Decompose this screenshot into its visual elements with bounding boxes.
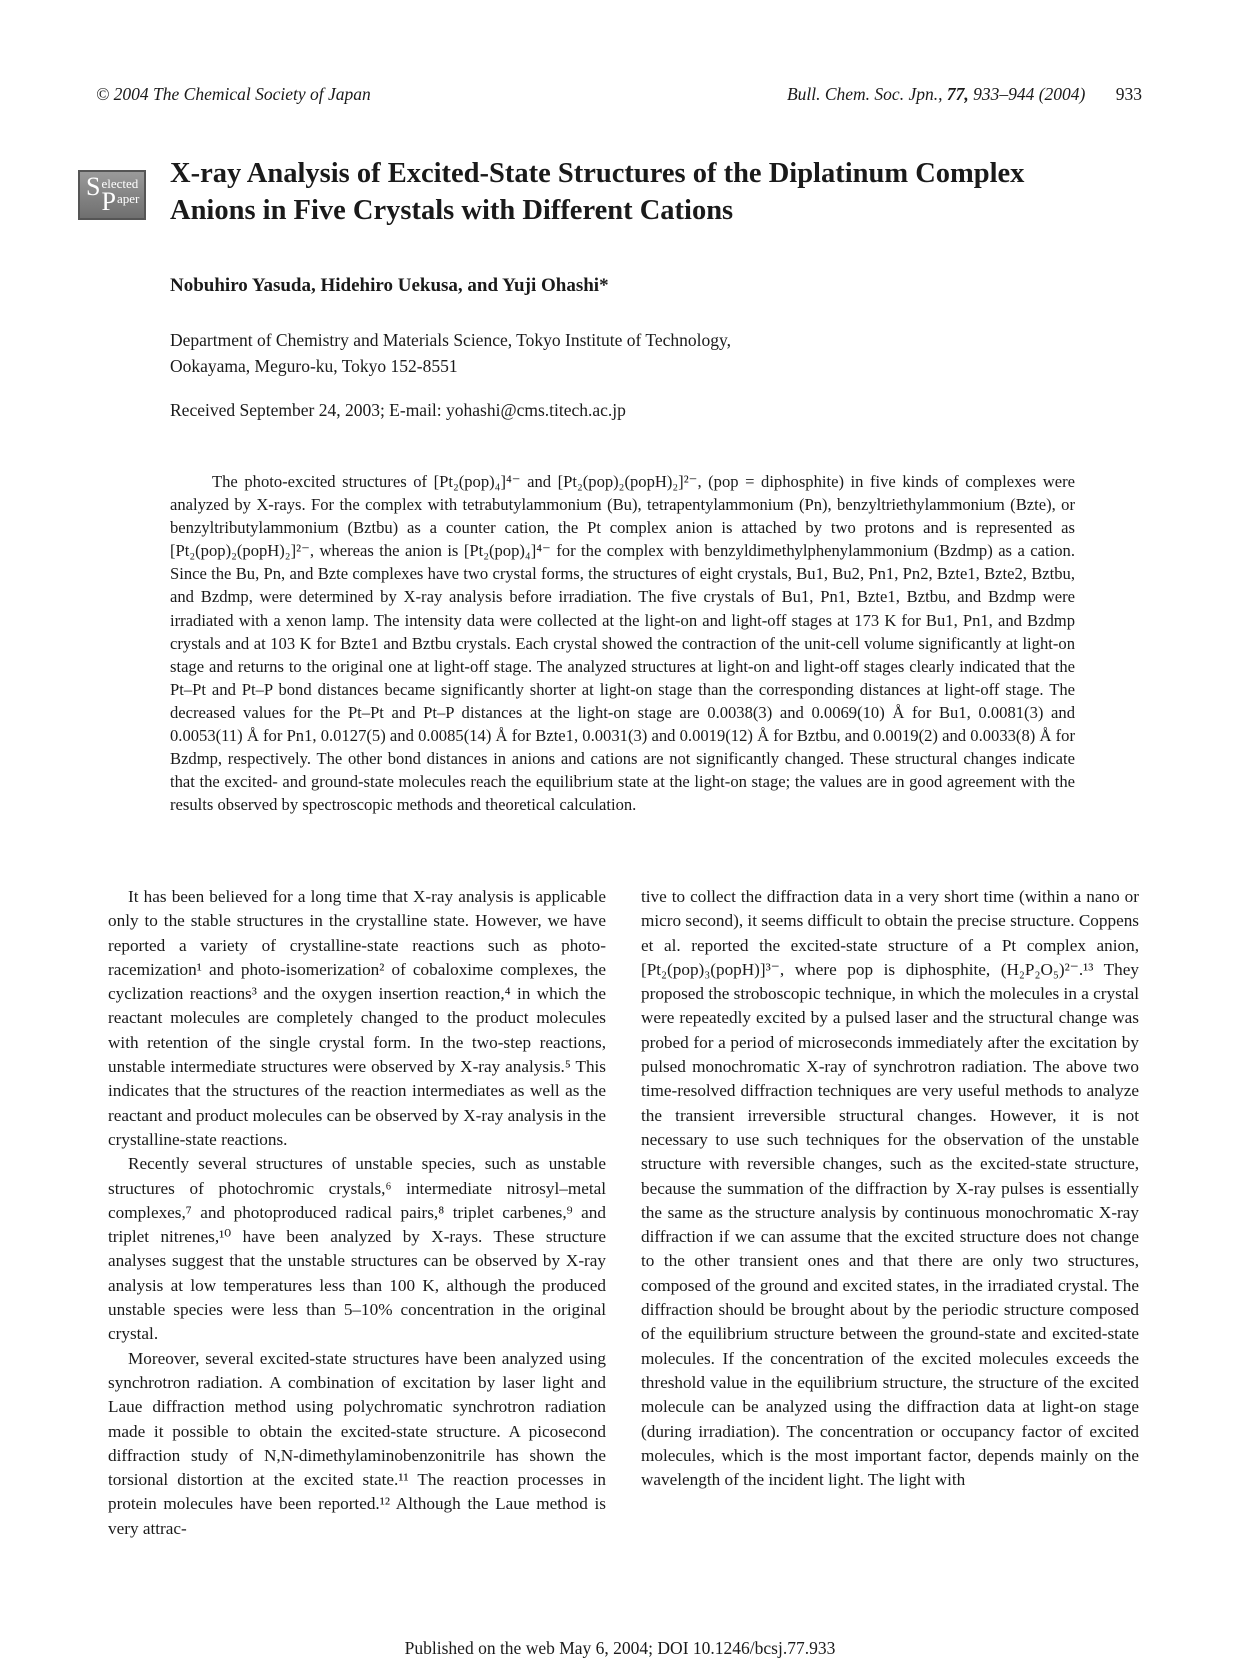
body-column-right (641, 885, 1139, 1492)
affiliation-line-2: Ookayama, Meguro-ku, Tokyo 152-8551 (170, 356, 458, 376)
badge-word-2: aper (116, 191, 140, 206)
badge-initial-p: P (101, 187, 116, 216)
paper-title: X-ray Analysis of Excited-State Structures of the Diplatinum Complex Anions in Five Crystals with Different Cations (170, 158, 1025, 226)
running-header-citation (787, 84, 1142, 105)
affiliation (170, 327, 731, 379)
affiliation-line-1: Department of Chemistry and Materials Science, Tokyo Institute of Technology, (170, 330, 731, 350)
publication-footer: Published on the web May 6, 2004; DOI 10.1246/bcsj.77.933 (404, 1638, 836, 1658)
selected-paper-badge (78, 170, 146, 220)
author-list: Nobuhiro Yasuda, Hidehiro Uekusa, and Yuji Ohashi* (170, 275, 609, 296)
journal-volume: 77, (946, 84, 969, 104)
body-column-left (108, 885, 606, 1541)
body-paragraph: It has been believed for a long time that X-ray analysis is applicable only to the stable structures in the crystalline state. However, we have reported a variety of crystalline-state reactions such as photo-racemization¹ and photo-isomerization² of cobaloxime complexes, the cyclization reactions³ and the oxygen insertion reaction,⁴ in which the reactant molecules are completely changed to the product molecules with retention of the single crystal form. In the two-step reactions, unstable intermediate structures were observed by X-ray analysis.⁵ This indicates that the structures of the reaction intermediates as well as the reactant and product molecules can be observed by X-ray analysis in the crystalline-state reactions. (108, 887, 606, 1149)
abstract: The photo-excited structures of [Pt₂(pop)₄]⁴⁻ and [Pt₂(pop)₂(popH)₂]²⁻, (pop = diphosphite) in five kinds of complexes were analyzed by X-rays. For the complex with tetrabutylammonium (Bu), tetrapentylammonium (Pn), benzyltriethylammonium (Bzte), or benzyltributylammonium (Bztbu) as a counter cation, the Pt complex anion is attached by two protons and is represented as [Pt₂(pop)₂(popH)₂]²⁻, whereas the anion is [Pt₂(pop)₄]⁴⁻ for the complex with benzyldimethylphenylammonium (Bzdmp) as a cation. Since the Bu, Pn, and Bzte complexes have two crystal forms, the structures of eight crystals, Bu1, Bu2, Pn1, Pn2, Bzte1, Bzte2, Bztbu, and Bzdmp, were determined by X-ray analysis before irradiation. The five crystals of Bu1, Pn1, Bzte1, Bztbu, and Bzdmp were irradiated with a xenon lamp. The intensity data were collected at the light-on and light-off stages at 173 K for Bu1, Pn1, and Bzdmp crystals and at 103 K for Bzte1 and Bztbu crystals. Each crystal showed the contraction of the unit-cell volume significantly at light-on stage and returns to the original one at light-off stage. The analyzed structures at light-on and light-off stages clearly indicated that the Pt–Pt and Pt–P bond distances became significantly shorter at light-on stage than the corresponding distances at light-off stage. The decreased values for the Pt–Pt and Pt–P distances at the light-on stage are 0.0038(3) and 0.0069(10) Å for Bu1, 0.0081(3) and 0.0053(11) Å for Pn1, 0.0127(5) and 0.0085(14) Å for Bzte1, 0.0031(3) and 0.0019(12) Å for Bztbu, and 0.0019(2) and 0.0033(8) Å for Bzdmp, respectively. The other bond distances in anions and cations are not significantly changed. These structural changes indicate that the excited- and ground-state molecules reach the equilibrium state at the light-on stage; the values are in good agreement with the results observed by spectroscopic methods and theoretical calculation. (170, 472, 1075, 815)
received-date-email: Received September 24, 2003; E-mail: yohashi@cms.titech.ac.jp (170, 400, 626, 420)
body-paragraph: tive to collect the diffraction data in a very short time (within a nano or micro second), it seems difficult to obtain the precise structure. Coppens et al. reported the excited-state structure of a Pt complex anion, [Pt₂(pop)₃(popH)]³⁻, where pop is diphosphite, (H₂P₂O₅)²⁻.¹³ They proposed the stroboscopic technique, in which the molecules in a crystal were repeatedly excited by a pulsed laser and the structural change was probed for a period of microseconds immediately after the excitation by pulsed monochromatic X-ray of synchrotron radiation. The above two time-resolved diffraction techniques are very useful methods to analyze the transient irreversible structural changes. However, it is not necessary to use such techniques for the observation of the unstable structure with reversible changes, such as the excited-state structure, because the summation of the diffraction by X-ray pulses is essentially the same as the structure analysis by continuous monochromatic X-ray diffraction if we can assume that the excited structure does not change to the other transient ones and that there are only two structures, composed of the ground and excited states, in the irradiated crystal. The diffraction should be brought about by the periodic structure composed of the equilibrium structure between the ground-state and excited-state molecules. If the concentration of the excited molecules exceeds the threshold value in the equilibrium structure, the structure of the excited molecule can be analyzed using the diffraction data at light-on stage (during irradiation). The concentration or occupancy factor of excited molecules, which is the most important factor, depends mainly on the wavelength of the incident light. The light with (641, 887, 1139, 1490)
badge-word-1: elected (101, 176, 139, 191)
journal-pages-year: 933–944 (2004) (973, 84, 1086, 104)
badge-initial-s: S (86, 172, 101, 201)
body-paragraph: Recently several structures of unstable species, such as unstable structures of photochromic crystals,⁶ intermediate nitrosyl–metal complexes,⁷ and photoproduced radical pairs,⁸ triplet carbenes,⁹ and triplet nitrenes,¹⁰ have been analyzed by X-rays. These structure analyses suggest that the unstable structures can be observed by X-ray analysis at low temperatures less than 100 K, although the produced unstable species were less than 5–10% concentration in the original crystal. (108, 1154, 606, 1344)
page-number: 933 (1115, 84, 1142, 104)
body-paragraph: Moreover, several excited-state structures have been analyzed using synchrotron radiation. A combination of excitation by laser light and Laue diffraction method using polychromatic synchrotron radiation made it possible to obtain the excited-state structure. A picosecond diffraction study of N,N-dimethylaminobenzonitrile has shown the torsional distortion at the excited state.¹¹ The reaction processes in protein molecules have been reported.¹² Although the Laue method is very attrac- (108, 1348, 606, 1538)
journal-name: Bull. Chem. Soc. Jpn., (786, 84, 943, 104)
running-header-copyright: © 2004 The Chemical Society of Japan (96, 84, 371, 104)
